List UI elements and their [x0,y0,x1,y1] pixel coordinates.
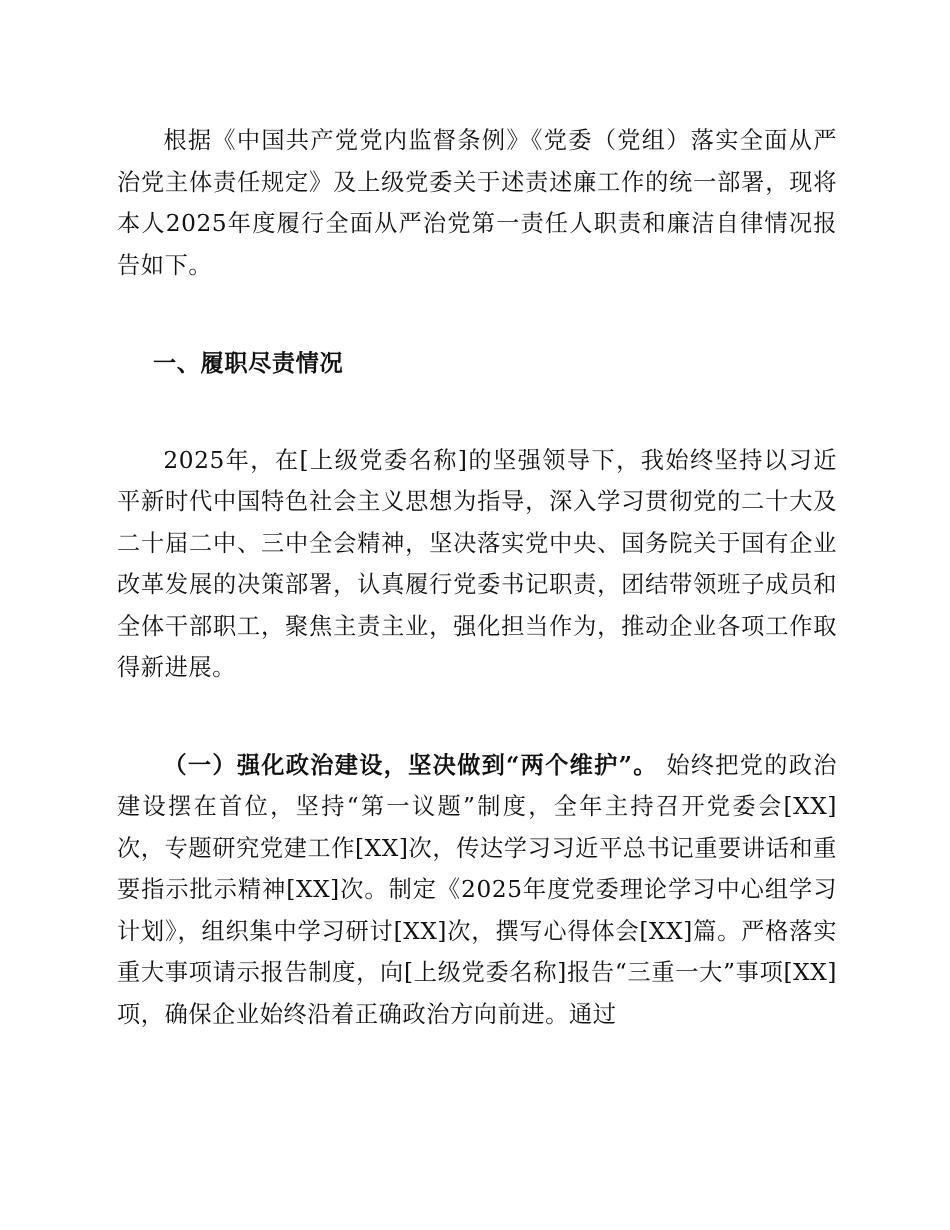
subsection-body: 始终把党的政治建设摆在首位，坚持“第一议题”制度，全年主持召开党委会[XX]次，专题研究党建工作[XX]次，传达学习习近平总书记重要讲话和重要指示批示精神[XX]次。制定《2025年度党委理论学习中心组学习计划》，组织集中学习研讨[XX]次，撰写心得体会[XX]篇。严格落实重大事项请示报告制度，向[上级党委名称]报告“三重一大”事项[XX]项，确保企业始终沿着正确政治方向前进。通过 [117,751,837,1028]
subsection-paragraph [117,745,837,1036]
intro-paragraph: 根据《中国共产党党内监督条例》《党委（党组）落实全面从严治党主体责任规定》及上级党委关于述责述廉工作的统一部署，现将本人2025年度履行全面从严治党第一责任人职责和廉洁自律情况报告如下。 [117,127,837,279]
subsection-lead: （一）强化政治建设，坚决做到“两个维护”。 [163,751,658,779]
section-heading: 一、履职尽责情况 [152,350,344,377]
section-body-paragraph: 2025年，在[上级党委名称]的坚强领导下，我始终坚持以习近平新时代中国特色社会主义思想为指导，深入学习贯彻党的二十大及二十届二中、三中全会精神，坚决落实党中央、国务院关于国有企业改革发展的决策部署，认真履行党委书记职责，团结带领班子成员和全体干部职工，聚焦主责主业，强化担当作为，推动企业各项工作取得新进展。 [117,446,837,681]
document-body [117,120,837,1035]
